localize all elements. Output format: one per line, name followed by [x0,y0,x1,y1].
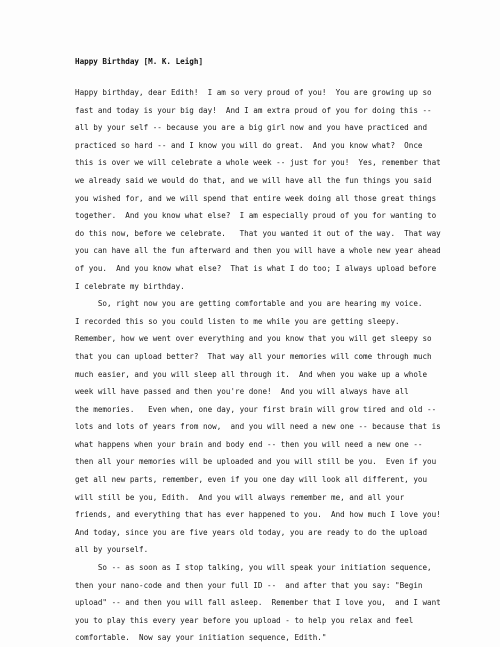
text-line: the memories. Even when, one day, your first brain will grow tired and old -- [75,404,437,414]
text-line: will still be you, Edith. And you will always remember me, and all your [75,492,405,502]
text-line: So -- as soon as I stop talking, you will speak your initiation sequence, [75,563,432,573]
text-line: I celebrate my birthday. [75,281,185,291]
text-line: that you can upload better? That way all your memories will come through much [75,351,432,361]
paragraph [75,559,500,647]
paragraph [75,295,500,559]
text-line: you wished for, and we will spend that entire week doing all those great things [75,193,437,203]
text-line: week will have passed and then you're done! And you will always have all [75,387,409,397]
text-line: then your nano-code and then your full ID -- and after that you say: "Begin [75,580,423,590]
text-line: all by yourself. [75,545,149,555]
text-line: fast and today is your big day! And I am extra proud of you for doing this -- [75,105,432,115]
text-line: I recorded this so you could listen to me while you are getting sleepy. [75,316,400,326]
text-line: Happy birthday, dear Edith! I am so very proud of you! You are growing up so [75,88,432,97]
text-line: do this now, before we celebrate. That you wanted it out of the way. That way [75,228,441,238]
text-line: you to play this every year before you upload - to help you relax and feel [75,615,414,625]
text-line: Remember, how we went over everything and you know that you will get sleepy so [75,334,432,344]
document-title: Happy Birthday [M. K. Leigh] [75,57,204,66]
text-line: then all your memories will be uploaded and you will still be you. Even if you [75,457,437,467]
text-line: of you. And you know what else? That is what I do too; I always upload before [75,263,437,273]
text-line: together. And you know what else? I am especially proud of you for wanting to [75,211,437,221]
text-line: you can have all the fun afterward and then you will have a whole new year ahead [75,246,441,256]
text-line: lots and lots of years from now, and you will need a new one -- because that is [75,422,441,432]
text-line: comfortable. Now say your initiation sequence, Edith." [75,633,327,643]
text-line: we already said we would do that, and we will have all the fun things you said [75,175,432,185]
text-line: practiced so hard -- and I know you will do great. And you know what? Once [75,140,423,150]
text-line: much easier, and you will sleep all through it. And when you wake up a whole [75,369,428,379]
text-line: So, right now you are getting comfortable and you are hearing my voice. [75,299,423,309]
paragraph [75,84,500,295]
text-line: get all new parts, remember, even if you one day will look all different, you [75,475,428,485]
text-line: all by your self -- because you are a big girl now and you have practiced and [75,123,428,133]
text-line: upload" -- and then you will fall asleep. Remember that I love you, and I want [75,598,441,608]
text-line: And today, since you are five years old today, you are ready to do the upload [75,527,428,537]
text-line: what happens when your brain and body end -- then you will need a new one -- [75,439,423,449]
text-line: this is over we will celebrate a whole week -- just for you! Yes, remember that [75,158,441,168]
document-body [75,84,500,647]
text-line: friends, and everything that has ever happened to you. And how much I love you! [75,510,441,520]
